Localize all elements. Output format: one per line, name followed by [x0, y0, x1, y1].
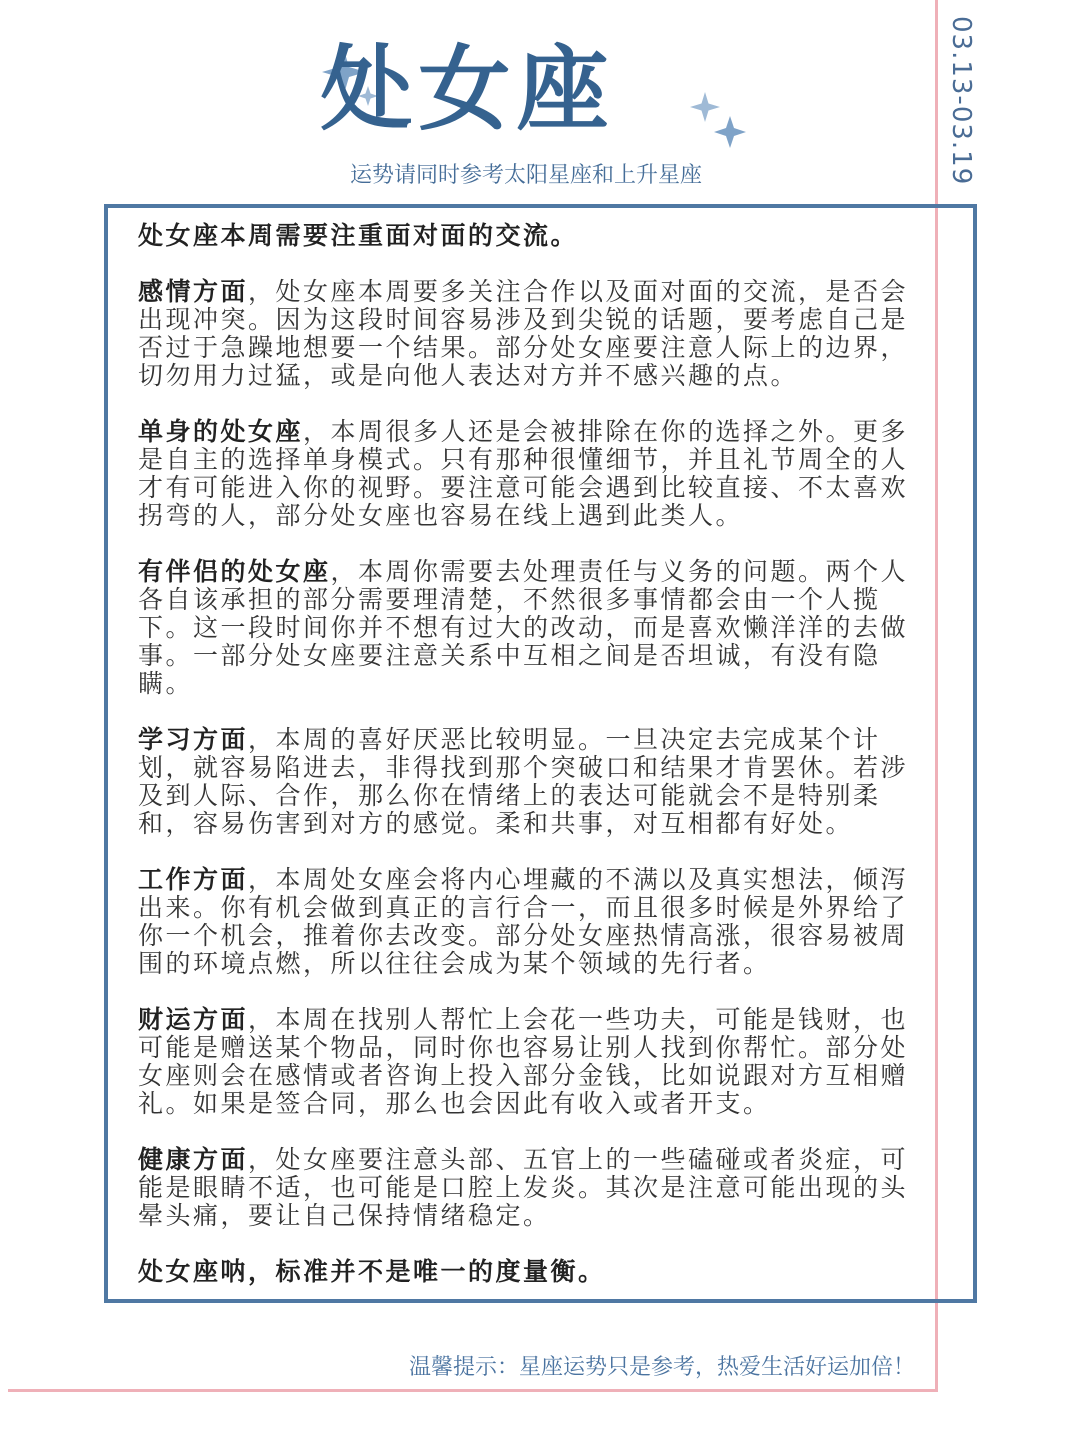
date-range: 03.13-03.19 [946, 16, 976, 186]
section-text: ，处女座要注意头部、五官上的一些磕碰或者炎症，可能是眼睛不适，也可能是口腔上发炎。其次是注意可能出现的头晕头痛，要让自己保持情绪稳定。 [138, 1145, 909, 1230]
section-text: ，本周很多人还是会被排除在你的选择之外。更多是自主的选择单身模式。只有那种很懂细节，并且礼节周全的人才有可能进入你的视野。要注意可能会遇到比较直接、不太喜欢拐弯的人，部分处女座也容易在线上遇到此类人。 [138, 417, 909, 530]
closing-line: 处女座呐，标准并不是唯一的度量衡。 [138, 1257, 606, 1286]
pink-horizontal-line [8, 1389, 938, 1392]
section-text: ，本周的喜好厌恶比较明显。一旦决定去完成某个计划，就容易陷进去，非得找到那个突破口和结果才肯罢休。若涉及到人际、合作，那么你在情绪上的表达可能就会不是特别柔和，容易伤害到对方的感觉。柔和共事，对互相都有好处。 [138, 725, 909, 838]
section-work [138, 866, 928, 978]
section-love [138, 278, 928, 390]
section-label: 财运方面 [138, 1005, 249, 1034]
section-text: ，本周你需要去处理责任与义务的问题。两个人各自该承担的部分需要理清楚，不然很多事情都会由一个人揽下。这一段时间你并不想有过大的改动，而是喜欢懒洋洋的去做事。一部分处女座要注意关系中互相之间是否坦诚，有没有隐瞒。 [138, 557, 909, 698]
section-health [138, 1146, 928, 1230]
page-subtitle: 运势请同时参考太阳星座和上升星座 [349, 163, 702, 188]
horoscope-content [138, 222, 928, 1286]
section-label: 感情方面 [138, 277, 249, 306]
section-text: ，处女座本周要多关注合作以及面对面的交流，是否会出现冲突。因为这段时间容易涉及到尖锐的话题，要考虑自己是否过于急躁地想要一个结果。部分处女座要注意人际上的边界，切勿用力过猛，或是向他人表达对方并不感兴趣的点。 [138, 277, 909, 390]
section-wealth [138, 1006, 928, 1118]
section-label: 有伴侣的处女座 [138, 557, 331, 586]
section-single [138, 418, 928, 530]
intro-line: 处女座本周需要注重面对面的交流。 [138, 221, 579, 250]
section-text: ，本周在找别人帮忙上会花一些功夫，可能是钱财，也可能是赠送某个物品，同时你也容易让别人找到你帮忙。部分处女座则会在感情或者咨询上投入部分金钱，比如说跟对方互相赠礼。如果是签合同，那么也会因此有收入或者开支。 [138, 1005, 909, 1118]
section-partnered [138, 558, 928, 698]
section-label: 工作方面 [138, 865, 249, 894]
section-label: 单身的处女座 [138, 417, 304, 446]
footer-tip: 温馨提示：星座运势只是参考，热爱生活好运加倍！ [408, 1355, 915, 1380]
horoscope-card [104, 204, 977, 1303]
section-label: 学习方面 [138, 725, 249, 754]
page-title: 处女座 [320, 36, 615, 143]
section-study [138, 726, 928, 838]
section-label: 健康方面 [138, 1145, 249, 1174]
section-text: ，本周处女座会将内心埋藏的不满以及真实想法，倾泻出来。你有机会做到真正的言行合一，而且很多时候是外界给了你一个机会，推着你去改变。部分处女座热情高涨，很容易被周围的环境点燃，所以往往会成为某个领域的先行者。 [138, 865, 909, 978]
